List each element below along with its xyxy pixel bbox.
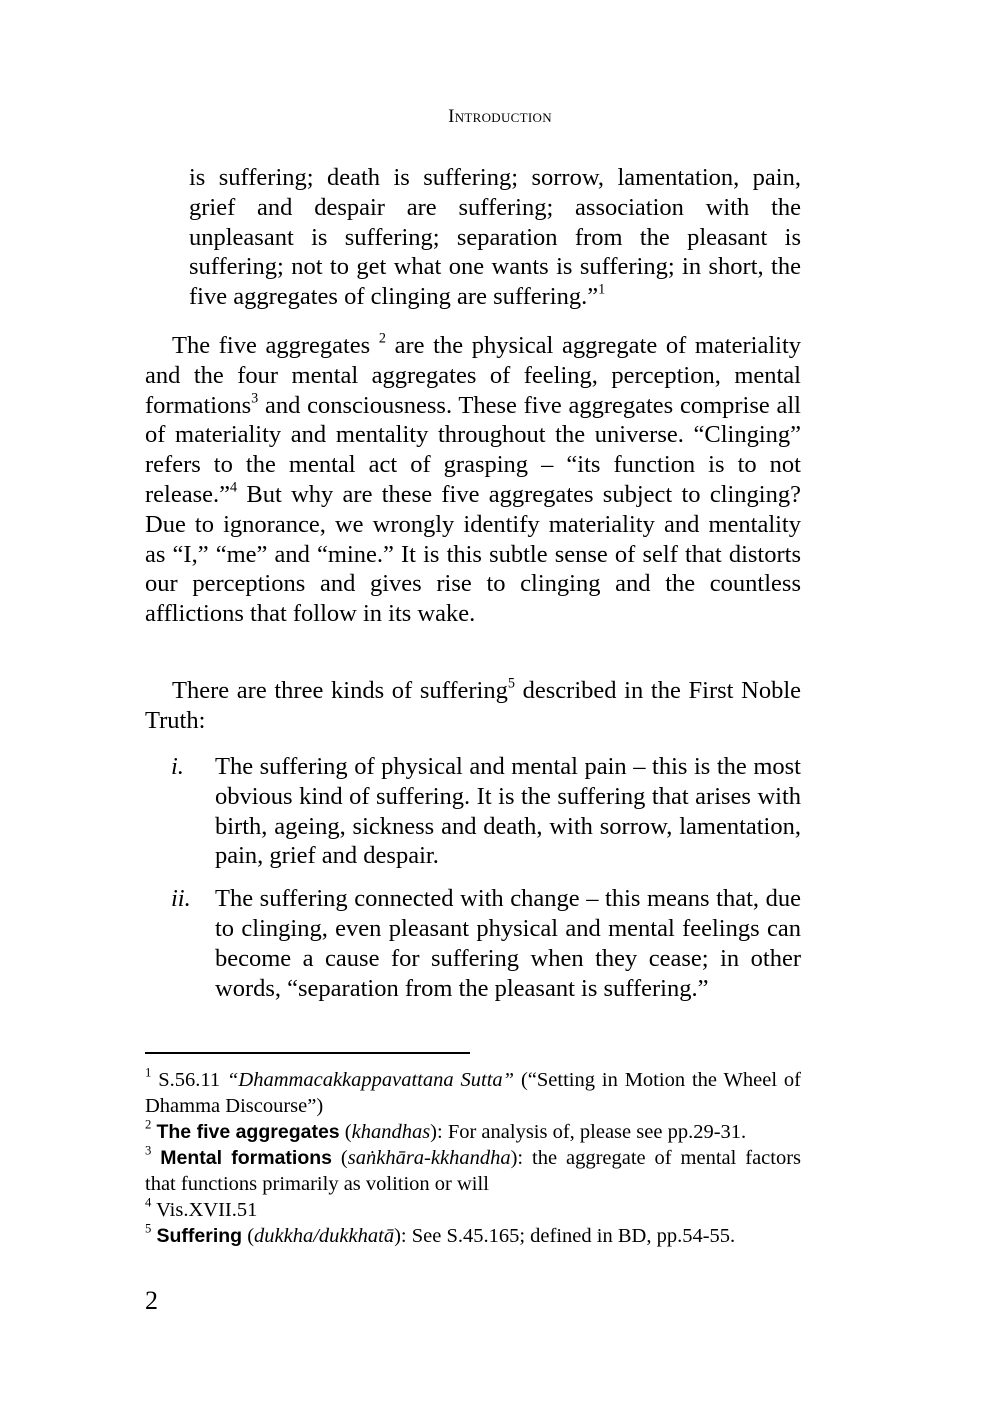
footnote-text: (“Setting in Motion the Wheel of Dhamma Discourse”) (145, 1069, 801, 1117)
footnote-term: Mental formations (160, 1147, 332, 1169)
paragraph-kinds-of-suffering (145, 676, 801, 736)
footnote-2: $^2$ The five aggregates (khandhas): For analysis of, please see pp.29-31. (145, 1117, 747, 1143)
quote-text: is suffering; death is suffering; sorrow, lamentation, pain, grief and despair are suffering; association with the unpleasant is suffering; separation from the pleasant is suffering; not to get what one wants is suffering; in short, the five aggregates of clinging are suffering.” (189, 164, 801, 311)
footnote-4 (145, 1197, 801, 1223)
footnote-number: 5 (145, 1221, 152, 1236)
list-item-text: The suffering connected with change – this means that, due to clinging, even pleasant physical and mental feelings can become a cause for suffering when they cease; in other words, “separation from the pleasant is suffering.” (215, 885, 801, 1002)
footnote-title: “Dhammacakkappavattana Sutta” (227, 1069, 515, 1091)
quote-continuation (189, 163, 801, 312)
list-item (145, 752, 801, 871)
running-head: Introduction (448, 106, 552, 127)
list-marker: i. (171, 753, 184, 780)
footnote-ref-5: 5 (507, 675, 515, 692)
footnotes (145, 1067, 801, 1249)
footnote-ref-1: 1 (598, 281, 606, 298)
footnote-ref-3: 3 (251, 389, 259, 406)
footnote-text: ): See S.45.165; defined in BD, pp.54-55. (394, 1225, 736, 1247)
paragraph-aggregates (145, 331, 801, 629)
paragraph-text: There are three kinds of suffering (172, 677, 508, 704)
footnote-text: ): For analysis of, please see pp.29-31. (430, 1121, 747, 1143)
suffering-list (145, 752, 801, 1003)
footnote-5: $^5$ Suffering (dukkha/dukkhatā): See S.45.165; defined in BD, pp.54-55. (145, 1221, 736, 1247)
footnote-term: The five aggregates (156, 1121, 340, 1143)
list-item (145, 884, 801, 1003)
footnote-pali-term: khandhas (351, 1121, 431, 1143)
paragraph-text: But why are these five aggregates subject to clinging? Due to ignorance, we wrongly identify materiality and mentality as “I,” “me” and “mine.” It is this subtle sense of self that distorts our perceptions and gives rise to clinging and the countless afflictions that follow in its wake. (145, 480, 801, 628)
footnote-ref-2: 2 (378, 330, 386, 347)
list-marker: ii. (171, 885, 191, 913)
page-number: 2 (145, 1286, 158, 1315)
footnote-number: 1 (145, 1065, 152, 1080)
paragraph-text: The five aggregates (172, 332, 371, 359)
footnote-pali-term: dukkha/dukkhatā (254, 1225, 395, 1247)
footnote-1 (145, 1067, 801, 1119)
footnote-text: ): the aggregate of mental factors that functions primarily as volition or will (145, 1147, 802, 1195)
list-item-text: The suffering of physical and mental pain – this is the most obvious kind of suffering. It is the suffering that arises with birth, ageing, sickness and death, with sorrow, lamentation, pain, grief and despair. (215, 753, 801, 870)
paragraph-text: and consciousness. These five aggregates comprise all of materiality and mentality throughout the universe. “Clinging” refers to the mental act of grasping – “its function is to not release.” (145, 391, 801, 508)
footnote-pali-term: saṅkhāra-kkhandha (347, 1147, 511, 1169)
footnote-ref-4: 4 (230, 479, 238, 496)
footnote-3: $^3$ Mental formations (saṅkhāra-kkhandha): the aggregate of mental factors that functions primarily as volition or will (145, 1143, 802, 1195)
footnote-term: Suffering (156, 1225, 243, 1247)
footnote-text: S.56.11 (151, 1069, 228, 1091)
footnote-number: 4 (145, 1195, 152, 1210)
paragraph-text: described in the First Noble Truth: (145, 677, 801, 734)
paragraph-text: are the physical aggregate of materiality and the four mental aggregates of feeling, perception, mental formations (145, 332, 801, 419)
footnote-separator (145, 1052, 470, 1054)
footnote-number: 2 (145, 1117, 152, 1132)
footnote-text: Vis.XVII.51 (151, 1199, 258, 1221)
footnote-number: 3 (145, 1143, 152, 1158)
